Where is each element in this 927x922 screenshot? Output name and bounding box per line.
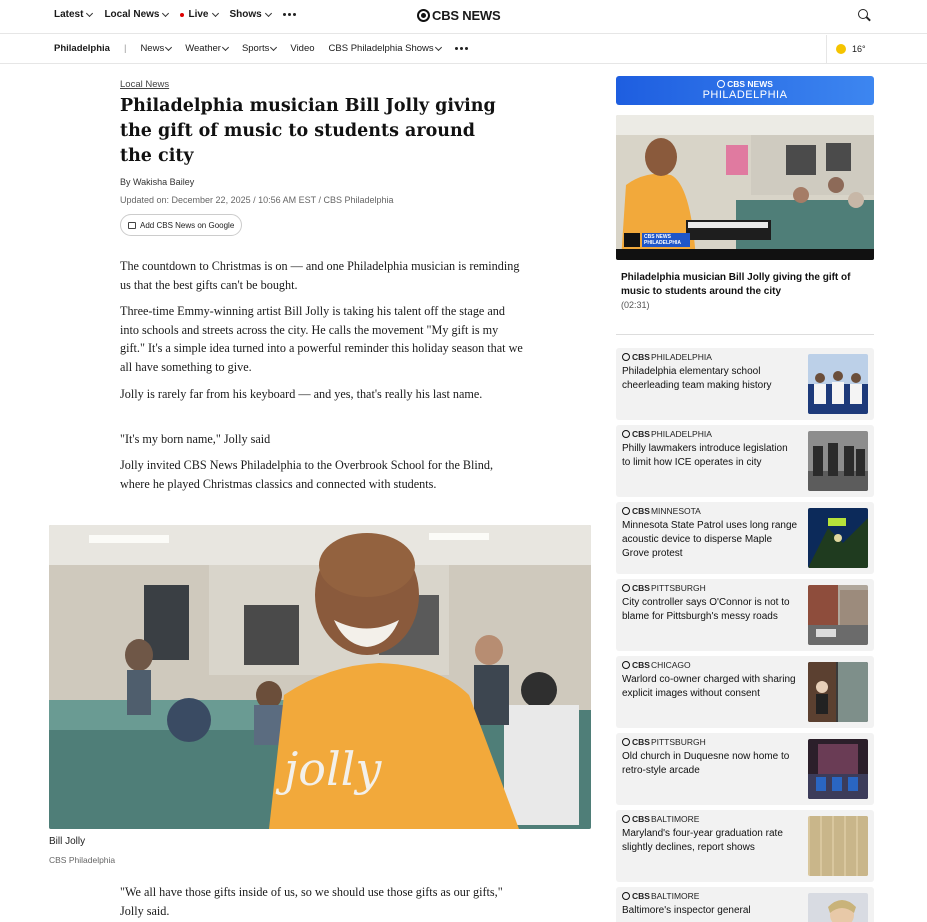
related-story-card[interactable] (616, 425, 874, 497)
network-name: CBS (632, 891, 650, 901)
weather-widget[interactable] (826, 35, 927, 63)
local-navigation (0, 35, 927, 64)
cbs-news-logo[interactable] (417, 8, 500, 23)
banner-bottom-text: PHILADELPHIA (702, 89, 788, 101)
region-name: CHICAGO (650, 660, 691, 670)
chevron-down-icon (162, 9, 169, 16)
network-name: CBS (632, 352, 650, 362)
region-name: BALTIMORE (650, 891, 700, 901)
related-story-card[interactable] (616, 733, 874, 805)
chevron-down-icon (165, 43, 172, 50)
paragraph: "It's my born name," Jolly said (120, 432, 271, 446)
add-cbs-on-google-button[interactable] (120, 214, 242, 236)
section-kicker[interactable]: Local News (120, 79, 170, 90)
related-story-card[interactable] (616, 887, 874, 922)
featured-video-player[interactable] (616, 115, 874, 260)
nav-live[interactable] (180, 9, 217, 20)
related-story-card[interactable] (616, 502, 874, 574)
banner-top-text: CBS NEWS (727, 79, 773, 89)
article-headline: Philadelphia musician Bill Jolly giving the gift of music to students around the city (120, 96, 496, 166)
top-navigation (0, 0, 927, 34)
nav-shows[interactable] (230, 9, 271, 20)
paragraph: Jolly invited CBS News Philadelphia to the Overbrook School for the Blind, where he played Christmas classics and connected with students. (120, 458, 494, 491)
cbs-eye-icon (717, 80, 725, 88)
story-title[interactable]: Baltimore's inspector general (622, 905, 751, 916)
shirt-print: jolly (284, 742, 382, 796)
story-thumbnail[interactable] (808, 508, 868, 568)
network-name: CBS (632, 583, 650, 593)
nav-live-label: Live (188, 9, 209, 20)
network-label (622, 814, 699, 824)
nav-latest-label: Latest (54, 9, 84, 20)
chevron-down-icon (435, 43, 442, 50)
region-name: MINNESOTA (650, 506, 701, 516)
nav-shows-label: Shows (229, 9, 262, 20)
paragraph: "We all have those gifts inside of us, so we should use those gifts as our gifts," Jolly said. (120, 885, 503, 918)
cbs-eye-icon (622, 353, 630, 361)
story-title[interactable]: Old church in Duquesne now home to retro-style arcade (622, 751, 790, 776)
cbs-eye-icon (622, 738, 630, 746)
paragraph: Three-time Emmy-winning artist Bill Jolly is taking his talent off the stage and into schools and streets across the city. He calls the movement "My gift is my gift." It's a simple idea turned into a powerful reminder this holiday season that we all have something to give. (120, 304, 523, 375)
sidebar-divider (616, 334, 874, 335)
local-nav-sports[interactable] (242, 43, 276, 54)
local-nav-weather-label: Weather (185, 43, 221, 54)
related-story-card[interactable] (616, 348, 874, 420)
nav-separator: | (123, 43, 127, 54)
local-nav-shows[interactable] (329, 43, 441, 54)
related-story-card[interactable] (616, 579, 874, 651)
region-name: BALTIMORE (650, 814, 700, 824)
cbs-eye-icon (417, 9, 430, 22)
cbs-eye-icon (622, 815, 630, 823)
story-title[interactable]: Warlord co-owner charged with sharing explicit images without consent (622, 674, 796, 699)
network-label (622, 352, 712, 362)
region-name: PITTSBURGH (650, 583, 706, 593)
photo-caption: Bill Jolly (49, 836, 86, 847)
cbs-philadelphia-banner[interactable] (616, 76, 874, 105)
article-photo[interactable] (49, 525, 591, 829)
region-name: PITTSBURGH (650, 737, 706, 747)
story-thumbnail[interactable] (808, 585, 868, 645)
paragraph: Jolly is rarely far from his keyboard — and yes, that's really his last name. (120, 387, 483, 401)
logo-text: CBS NEWS (432, 8, 501, 23)
temperature: 16° (852, 44, 866, 54)
local-nav-weather[interactable] (185, 43, 228, 54)
photo-credit: CBS Philadelphia (49, 855, 116, 865)
local-nav-news-label: News (140, 43, 165, 54)
story-title[interactable]: Philadelphia elementary school cheerleading team making history (622, 366, 772, 391)
story-title[interactable]: Philly lawmakers introduce legislation to limit how ICE operates in city (622, 443, 788, 468)
video-badge: CBS NEWS PHILADELPHIA (644, 234, 681, 246)
cbs-eye-icon (622, 584, 630, 592)
bill-jolly-photo-illustration (49, 525, 591, 829)
sun-icon (836, 44, 846, 54)
network-label (622, 660, 691, 670)
local-nav-news[interactable] (140, 43, 171, 54)
local-nav-shows-label: CBS Philadelphia Shows (328, 43, 434, 54)
nav-local-news[interactable] (104, 9, 168, 20)
story-title[interactable]: Minnesota State Patrol uses long range acoustic device to disperse Maple Grove protest (622, 520, 798, 559)
chevron-down-icon (211, 9, 218, 16)
paragraph: The countdown to Christmas is on — and one Philadelphia musician is reminding us that the best gifts can't be bought. (120, 259, 520, 292)
related-story-card[interactable] (616, 656, 874, 728)
search-icon[interactable] (858, 9, 868, 19)
google-button-label: Add CBS News on Google (140, 220, 235, 230)
google-source-icon (128, 222, 136, 229)
video-duration: (02:31) (621, 300, 650, 310)
updated-timestamp: Updated on: December 22, 2025 / 10:56 AM EST / CBS Philadelphia (120, 195, 394, 205)
story-thumbnail[interactable] (808, 431, 868, 491)
chevron-down-icon (265, 9, 272, 16)
region-name: PHILADELPHIA (650, 352, 712, 362)
story-thumbnail[interactable] (808, 893, 868, 922)
local-nav-video[interactable]: Video (290, 43, 315, 54)
network-name: CBS (632, 737, 650, 747)
network-label (622, 583, 706, 593)
local-city-link[interactable]: Philadelphia (54, 43, 110, 54)
network-label (622, 737, 706, 747)
chevron-down-icon (86, 9, 93, 16)
cbs-eye-icon (622, 430, 630, 438)
story-thumbnail[interactable] (808, 354, 868, 414)
cbs-eye-icon (622, 661, 630, 669)
network-label (622, 891, 699, 901)
local-more-icon[interactable] (455, 47, 468, 50)
related-story-card[interactable] (616, 810, 874, 882)
region-name: PHILADELPHIA (650, 429, 712, 439)
nav-local-news-label: Local News (104, 9, 160, 20)
live-dot-icon (180, 13, 184, 17)
top-nav-menu (54, 9, 296, 20)
chevron-down-icon (270, 43, 277, 50)
video-title[interactable]: Philadelphia musician Bill Jolly giving the gift of music to students around the city (621, 272, 851, 297)
story-thumbnail[interactable] (808, 816, 868, 876)
more-menu-icon[interactable] (283, 9, 296, 20)
local-nav-sports-label: Sports (241, 43, 270, 54)
story-thumbnail[interactable] (808, 662, 868, 722)
cbs-eye-icon (622, 507, 630, 515)
byline: By Wakisha Bailey (120, 177, 195, 187)
story-title[interactable]: Maryland's four-year graduation rate slightly declines, report shows (622, 828, 783, 853)
network-name: CBS (632, 506, 650, 516)
chevron-down-icon (222, 43, 229, 50)
story-title[interactable]: City controller says O'Connor is not to blame for Pittsburgh's messy roads (622, 597, 790, 622)
cbs-eye-icon (622, 892, 630, 900)
story-thumbnail[interactable] (808, 739, 868, 799)
network-label (622, 429, 712, 439)
nav-latest[interactable] (54, 9, 92, 20)
network-name: CBS (632, 429, 650, 439)
network-label (622, 506, 701, 516)
network-name: CBS (632, 814, 650, 824)
network-name: CBS (632, 660, 650, 670)
